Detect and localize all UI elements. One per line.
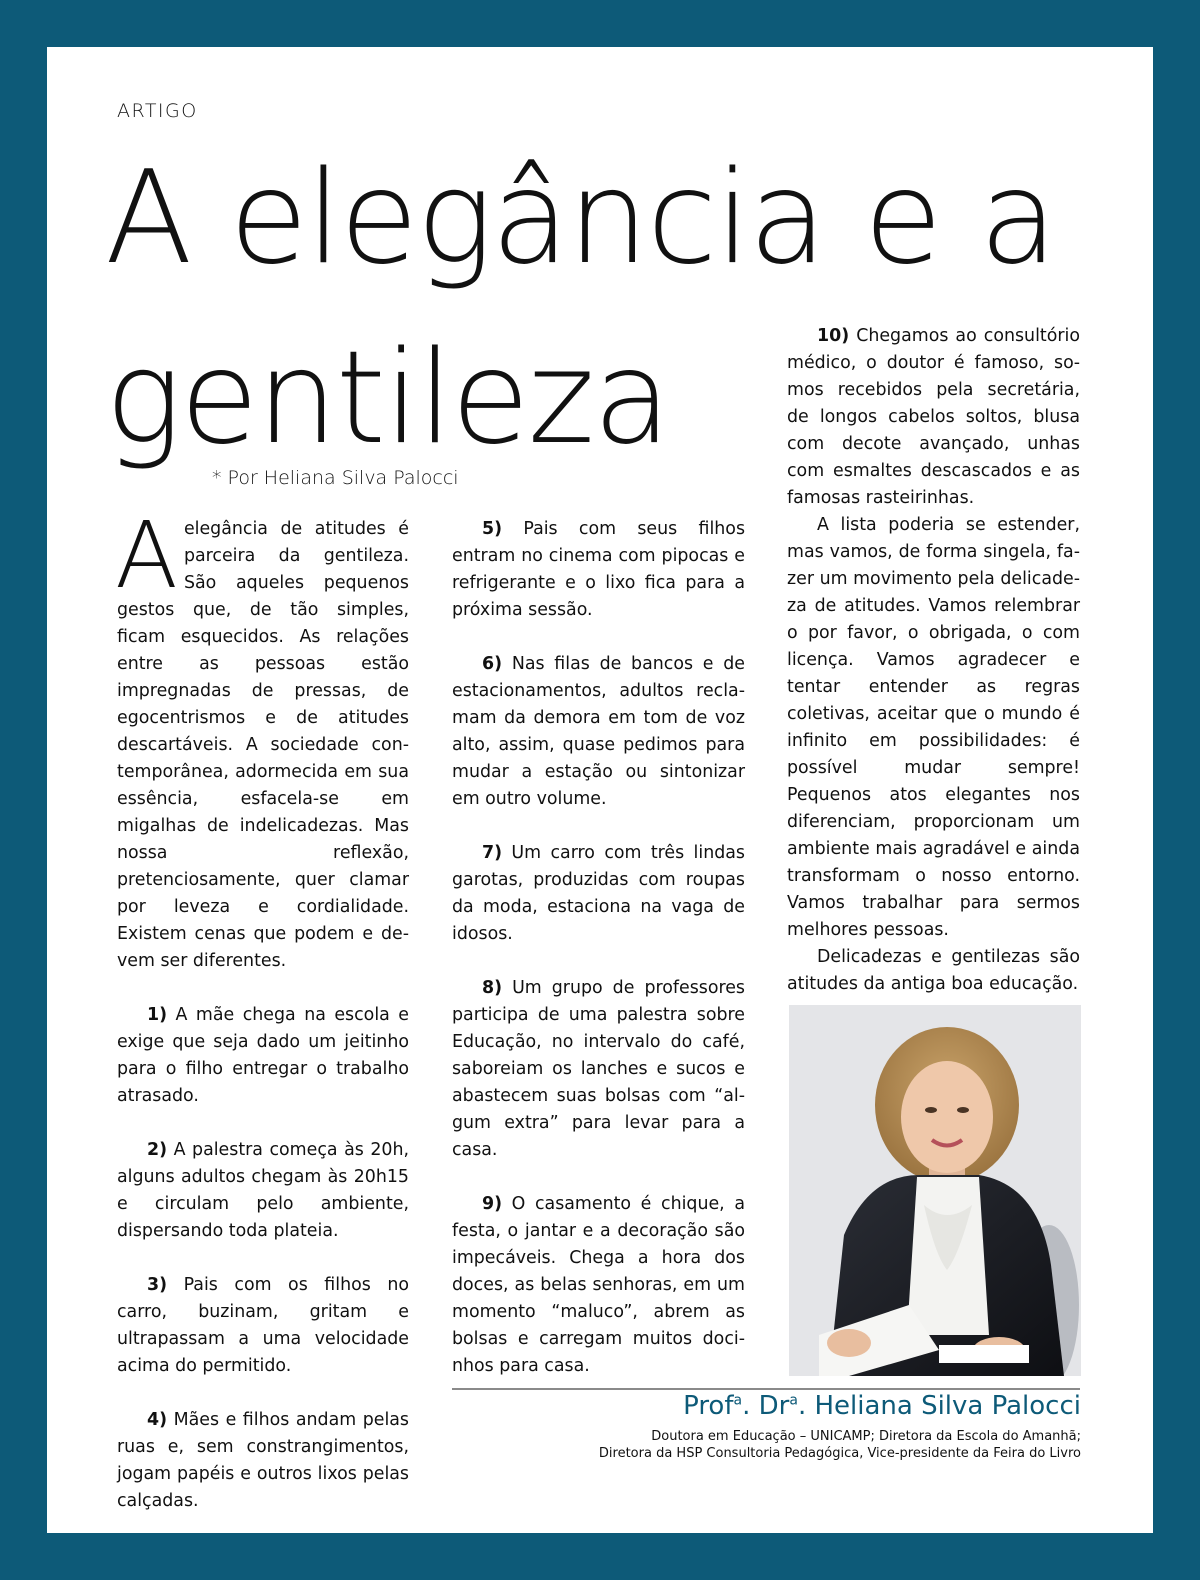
- list-item: [452, 516, 745, 624]
- drop-cap: A: [115, 502, 178, 609]
- list-item: [117, 1002, 409, 1110]
- author-fullname: . Heliana Silva Palocci: [797, 1391, 1081, 1421]
- article-title-line-1: A elegância e a: [105, 144, 1056, 293]
- author-portrait-illustration: [789, 1005, 1081, 1376]
- item-number: 2): [147, 1140, 168, 1160]
- item-text: Mães e filhos andam pelas ruas e, sem constrangimentos, jogam papéis e outros lixos pelas calçadas.: [117, 1410, 409, 1511]
- item-number: 4): [147, 1410, 168, 1430]
- author-photo: [789, 1005, 1081, 1376]
- final-paragraph: Delicadezas e gentilezas são atitudes da antiga boa educação.: [787, 947, 1080, 994]
- byline: * Por Heliana Silva Palocci: [212, 467, 459, 489]
- article-column-1: [115, 502, 409, 1515]
- item-text: A mãe chega na escola e exige que seja dado um jeitinho para o filho entregar o trabalho atrasado.: [117, 1005, 409, 1106]
- item-number: 3): [147, 1275, 168, 1295]
- author-credentials-line-2: Diretora da HSP Consultoria Pedagógica, Vice-presidente da Feira do Livro: [598, 1446, 1081, 1461]
- item-number: 1): [147, 1005, 168, 1025]
- author-prefix: Prof: [683, 1391, 734, 1421]
- item-number: 5): [482, 519, 503, 539]
- article-title-line-2: gentileza: [105, 324, 670, 473]
- author-title: . Dr: [742, 1391, 790, 1421]
- item-number: 8): [482, 978, 503, 998]
- list-item: [117, 1407, 409, 1515]
- intro-paragraph: [115, 502, 409, 975]
- item-text: O casamento é chique, a festa, o jantar e a decoração são impecáveis. Chega a hora dos doces, as belas senhoras, em um momento “maluco”, abrem as bolsas e carregam muitos docinhos para casa.: [452, 1194, 745, 1376]
- item-number: 6): [482, 654, 503, 674]
- author-credentials-line-1: Doutora em Educação – UNICAMP; Diretora da Escola do Amanhã;: [651, 1429, 1081, 1444]
- item-number: 7): [482, 843, 503, 863]
- list-item: [117, 1137, 409, 1245]
- list-item: [117, 1272, 409, 1380]
- article-column-3: [787, 323, 1080, 998]
- item-text: Um grupo de professores participa de uma palestra sobre Educação, no intervalo do café, saboreiam os lanches e sucos e abastecem suas bolsas com “algum extra” para levar para a casa.: [452, 978, 745, 1160]
- list-item: [452, 975, 745, 1164]
- closing-paragraph: A lista poderia se estender, mas vamos, de forma singela, fazer um movimento pela delicadeza de atitudes. Vamos relembrar o por favor, o obrigada, o com licença. Vamos agradecer e tentar entender as regras coletivas, aceitar que o mundo é infinito em possibilidades: é possível mudar sempre! Pequenos atos elegantes nos diferenciam, proporcionam um ambiente mais agradável e ainda transformam o nosso entorno. Vamos trabalhar para sermos melhores pessoas.: [787, 515, 1080, 940]
- list-item: [452, 651, 745, 813]
- page-sheet: [47, 47, 1153, 1533]
- author-name: [683, 1391, 1081, 1421]
- author-title-sup: a: [789, 1392, 798, 1409]
- list-item: [787, 323, 1080, 512]
- item-text: A palestra começa às 20h, alguns adultos chegam às 20h15 e circulam pelo ambiente, dispersando toda plateia.: [117, 1140, 409, 1241]
- item-text: Nas filas de bancos e de estacionamentos, adultos reclamam da demora em tom de voz alto, assim, quase pedimos para mudar a estação ou sintonizar em outro volume.: [452, 654, 745, 809]
- item-number: 9): [482, 1194, 503, 1214]
- item-number: 10): [817, 326, 850, 346]
- item-text: Pais com os filhos no carro, buzinam, gritam e ultrapassam a uma velocidade acima do permitido.: [117, 1275, 409, 1376]
- section-label: ARTIGO: [117, 100, 198, 122]
- item-text: Pais com seus filhos entram no cinema com pipocas e refrigerante e o lixo fica para a próxima sessão.: [452, 519, 745, 620]
- item-text: Um carro com três lindas garotas, produzidas com roupas da moda, estaciona na vaga de idosos.: [452, 843, 745, 944]
- author-prefix-sup: a: [733, 1392, 743, 1409]
- article-column-2: [452, 516, 745, 1380]
- signature-rule: [452, 1388, 1080, 1390]
- intro-text: elegância de atitudes é parceira da gentileza. São aqueles pequenos gestos que, de tão simples, ficam esquecidos. As relações entre as pessoas estão impregnadas de pressas, de egocentrismos e de atitudes descartáveis. A sociedade contemporânea, adormecida em sua essência, esfacela-se em migalhas de indelicadezas. Mas nossa reflexão, pretenciosamente, quer clamar por leveza e cordialidade. Existem cenas que podem e devem ser diferentes.: [117, 519, 409, 971]
- list-item: [452, 840, 745, 948]
- item-text: Chegamos ao consultório médico, o doutor é famoso, somos recebidos pela secretária, de longos cabelos soltos, blusa com decote avançado, unhas com esmaltes descascados e as famosas rasteirinhas.: [787, 326, 1080, 508]
- list-item: [452, 1191, 745, 1380]
